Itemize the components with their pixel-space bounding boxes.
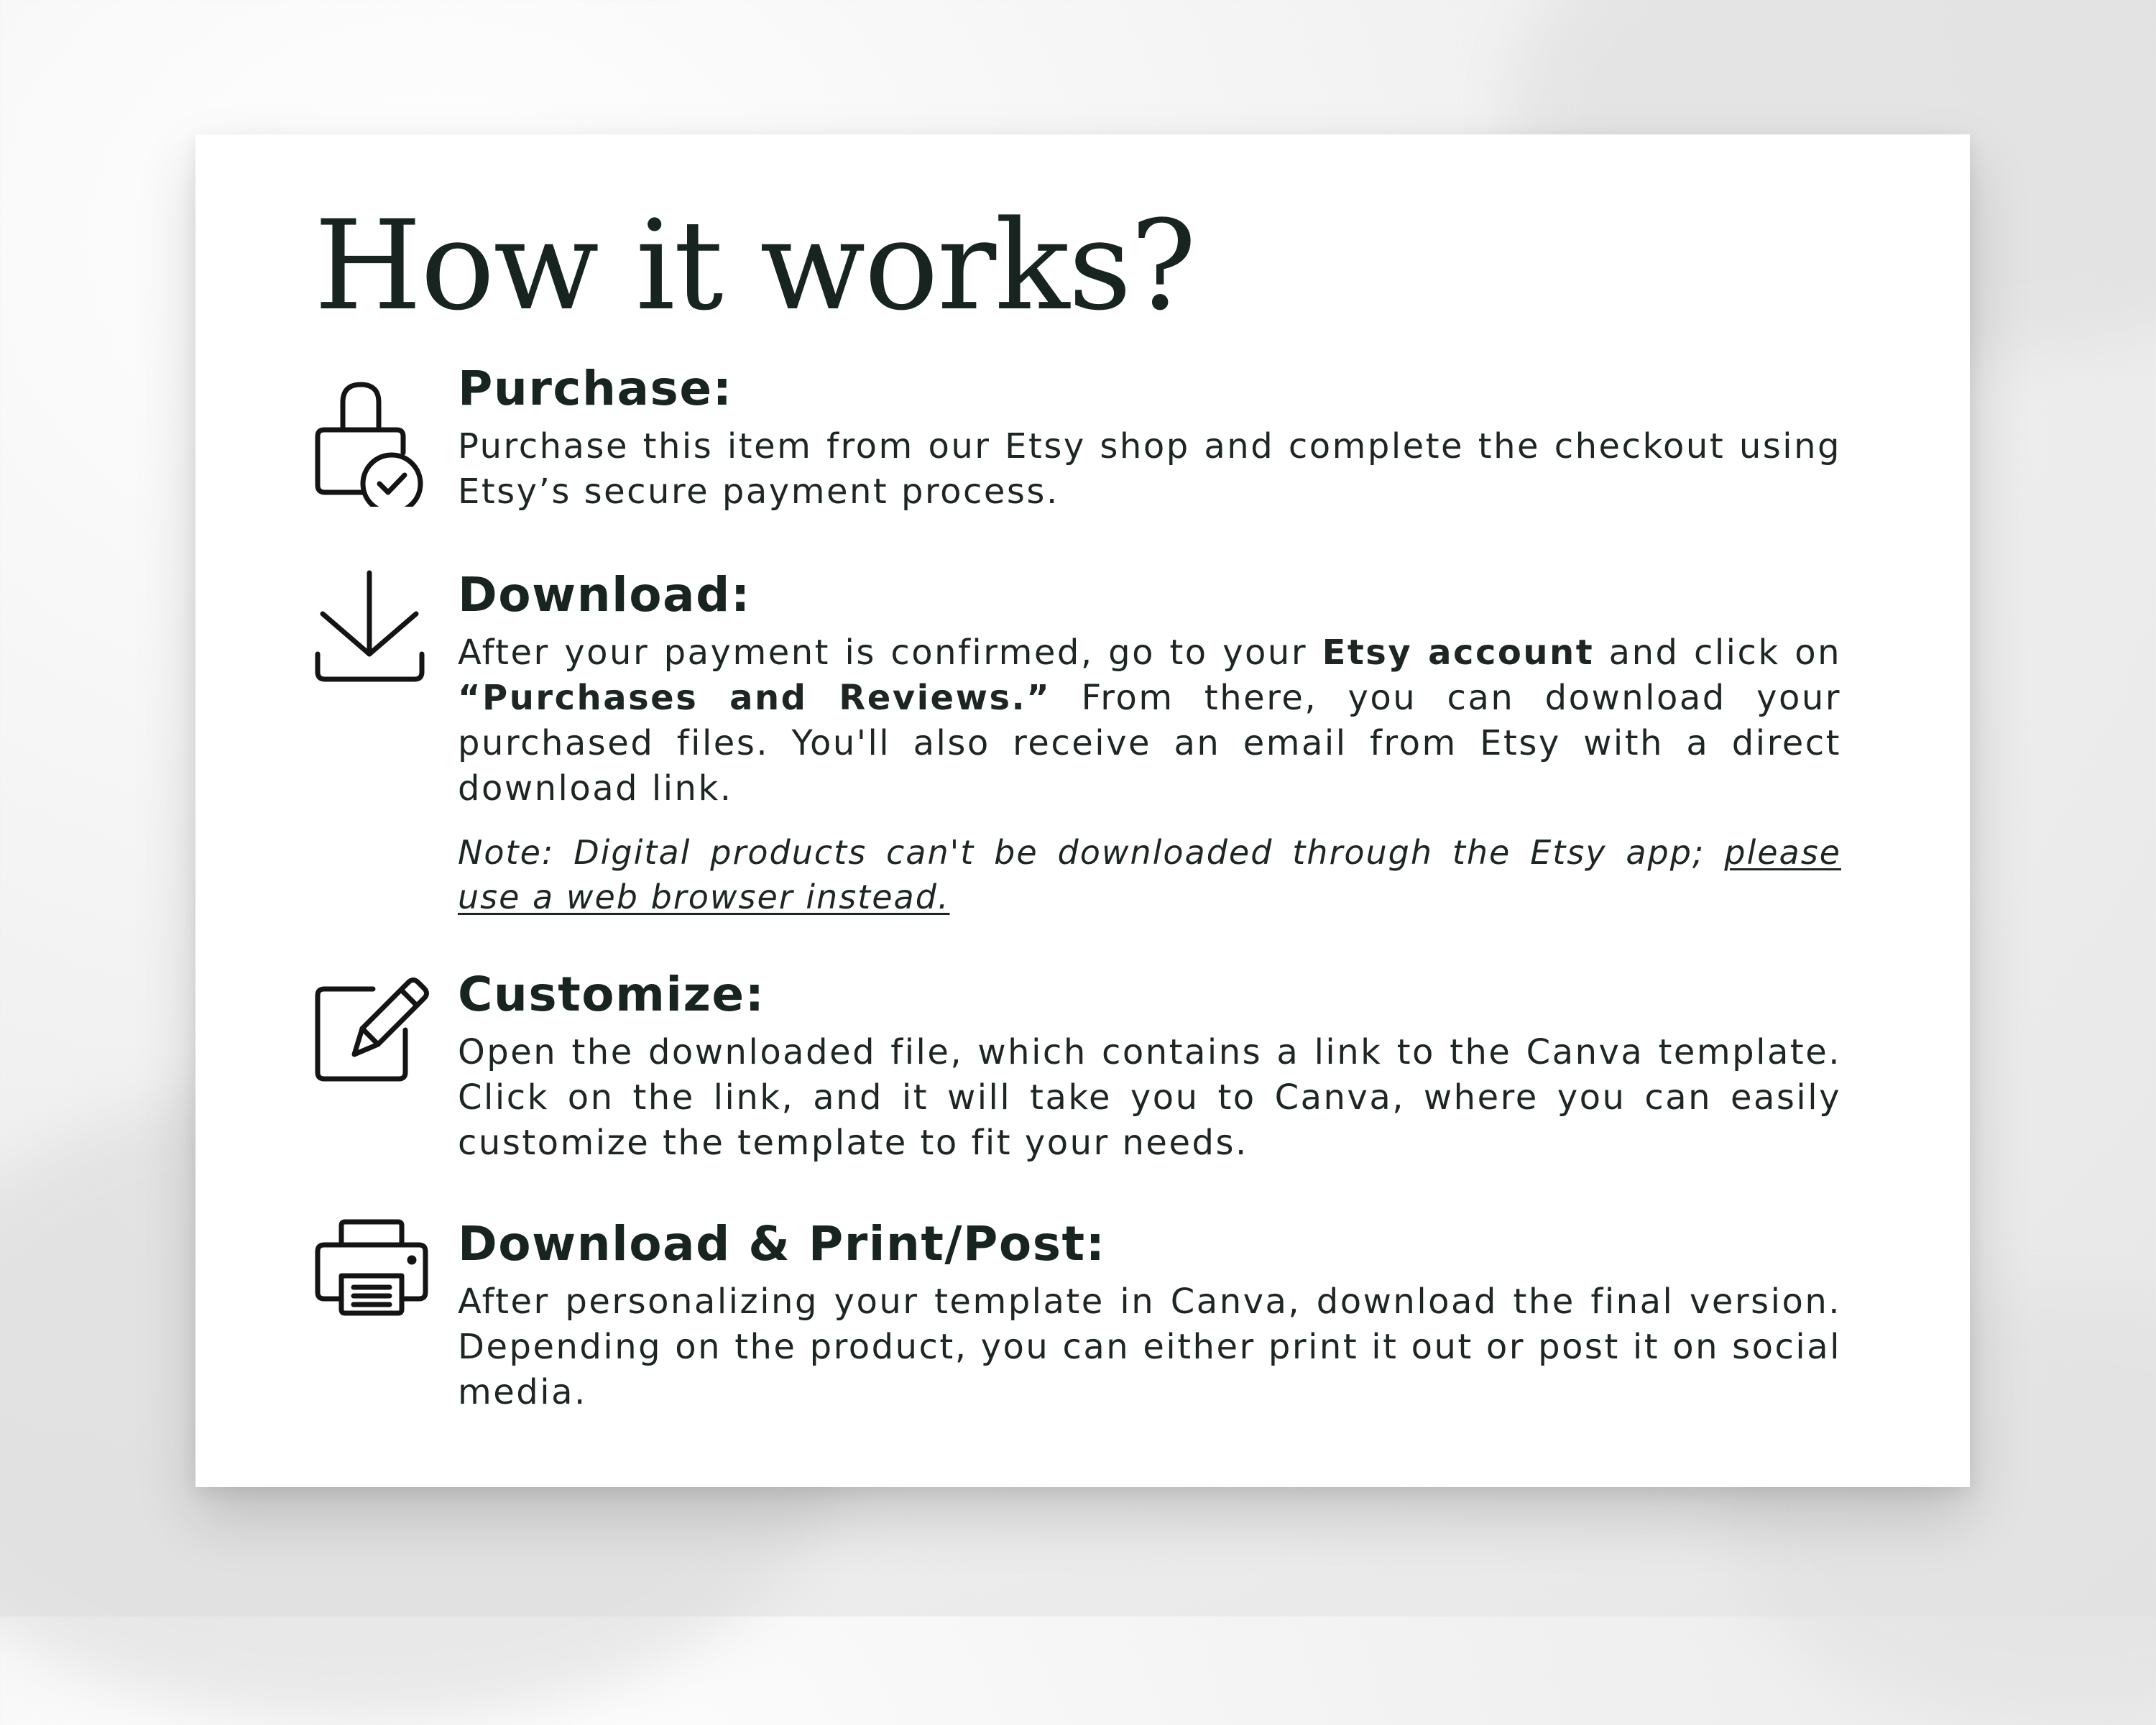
note-link: please use a web browser instead.	[458, 832, 1841, 916]
step-note	[458, 830, 1841, 919]
step-text	[458, 630, 1841, 811]
shopping-bag-check-icon	[314, 363, 436, 507]
download-icon	[314, 569, 436, 713]
step-heading: Customize:	[458, 967, 765, 1022]
step-text: Open the downloaded file, which contains a link to the Canva template. Click on the link, and it will take you to Canva, where you can easily customize the template to fit your needs.	[458, 1031, 1841, 1163]
text-segment: and click on	[1594, 632, 1841, 673]
printer-icon	[314, 1218, 436, 1362]
step-print-post-body	[458, 1218, 1841, 1415]
note-text: Note: Digital products can't be downloaded through the Etsy app;	[458, 832, 1725, 872]
step-text: After personalizing your template in Canva, download the final version. Depending on the product, you can either print it out or post it on social media.	[458, 1281, 1841, 1412]
step-download-body	[458, 569, 1841, 919]
text-segment: After your payment is confirmed, go to your	[458, 632, 1322, 673]
purchases-reviews-label: “Purchases and Reviews.”	[458, 677, 1051, 718]
page-title: How it works?	[314, 193, 1195, 338]
step-heading: Download & Print/Post:	[458, 1216, 1106, 1271]
step-customize-body	[458, 969, 1841, 1166]
etsy-account-label: Etsy account	[1322, 632, 1595, 673]
step-heading: Purchase:	[458, 361, 733, 416]
step-heading: Download:	[458, 567, 751, 622]
edit-pencil-icon	[314, 969, 436, 1113]
info-card	[195, 134, 1970, 1487]
step-purchase-body	[458, 363, 1841, 515]
step-text: Purchase this item from our Etsy shop and complete the checkout using Etsy’s secure payment process.	[458, 426, 1841, 512]
text-segment: From there, you can download your purchased files. You'll also receive an email from Etsy with a direct download link.	[458, 677, 1841, 809]
